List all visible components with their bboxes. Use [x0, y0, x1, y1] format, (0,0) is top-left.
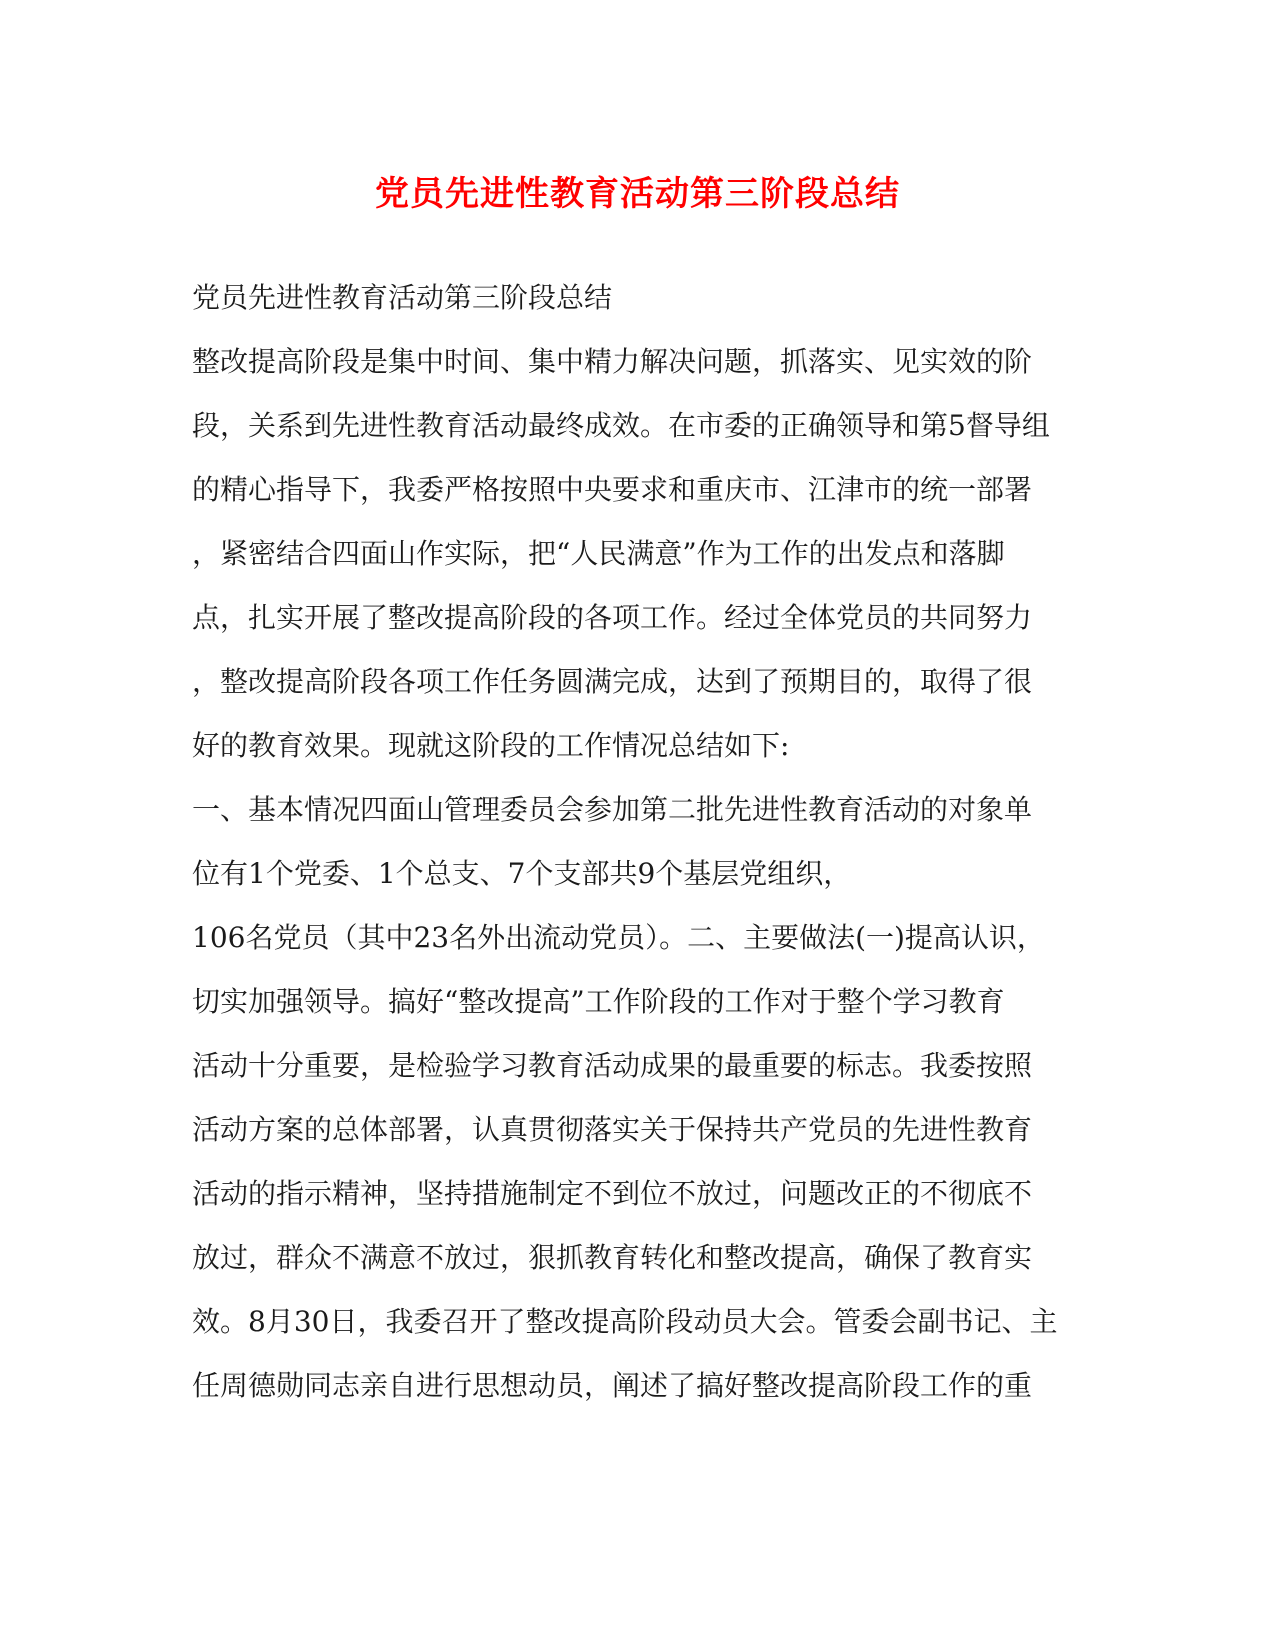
text-line: 点，扎实开展了整改提高阶段的各项工作。经过全体党员的共同努力	[192, 601, 1033, 634]
text-line: 106名党员（其中23名外出流动党员）。二、主要做法(一)提高认识，	[192, 921, 1045, 954]
page-title: 党员先进性教育活动第三阶段总结	[375, 174, 900, 214]
text-line: 党员先进性教育活动第三阶段总结	[192, 281, 613, 314]
document-body	[192, 274, 1072, 1426]
text-line: ，整改提高阶段各项工作任务圆满完成，达到了预期目的，取得了很	[192, 665, 1033, 698]
text-line: 好的教育效果。现就这阶段的工作情况总结如下:	[192, 729, 790, 762]
text-line: 一、基本情况四面山管理委员会参加第二批先进性教育活动的对象单	[192, 793, 1033, 826]
text-line: 任周德勋同志亲自进行思想动员，阐述了搞好整改提高阶段工作的重	[192, 1369, 1033, 1402]
text-line: 整改提高阶段是集中时间、集中精力解决问题，抓落实、见实效的阶	[192, 345, 1033, 378]
text-line: 的精心指导下，我委严格按照中央要求和重庆市、江津市的统一部署	[192, 473, 1033, 506]
text-line: 活动十分重要，是检验学习教育活动成果的最重要的标志。我委按照	[192, 1049, 1033, 1082]
text-line: ，紧密结合四面山作实际，把“人民满意”作为工作的出发点和落脚	[192, 537, 1005, 570]
text-line: 效。8月30日，我委召开了整改提高阶段动员大会。管委会副书记、主	[192, 1305, 1058, 1338]
text-line: 放过，群众不满意不放过，狠抓教育转化和整改提高，确保了教育实	[192, 1241, 1033, 1274]
text-line: 段，关系到先进性教育活动最终成效。在市委的正确领导和第5督导组	[192, 409, 1050, 442]
text-line: 活动的指示精神，坚持措施制定不到位不放过，问题改正的不彻底不	[192, 1177, 1033, 1210]
text-line: 切实加强领导。搞好“整改提高”工作阶段的工作对于整个学习教育	[192, 985, 1005, 1018]
text-line: 位有1个党委、1个总支、7个支部共9个基层党组织，	[192, 857, 852, 890]
text-line: 活动方案的总体部署，认真贯彻落实关于保持共产党员的先进性教育	[192, 1113, 1033, 1146]
